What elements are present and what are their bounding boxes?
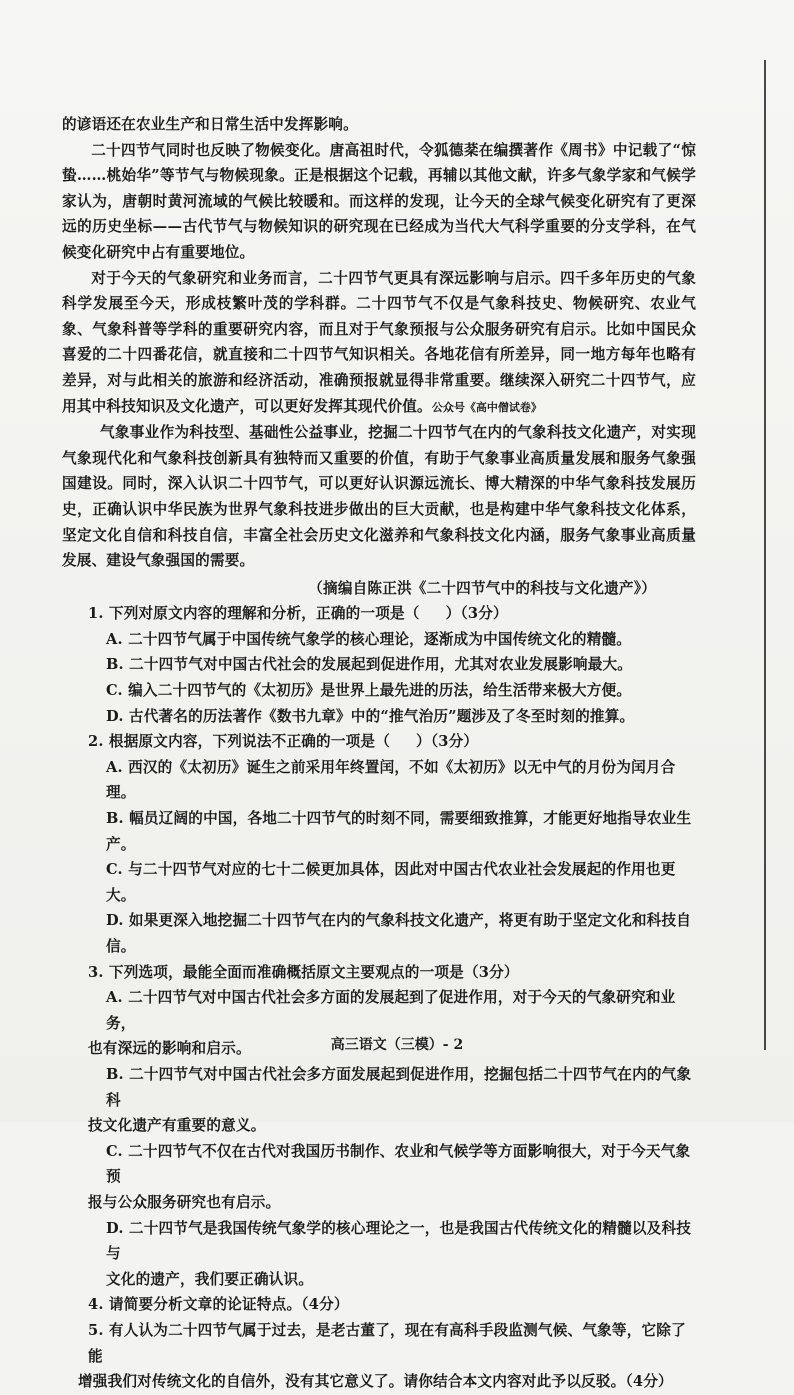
question-1-option-d: D. 古代著名的历法著作《数书九章》中的“推气治历”题涉及了冬至时刻的推算。: [106, 707, 635, 725]
passage-paragraph-2: 二十四节气同时也反映了物候变化。唐高祖时代，令狐德棻在编撰著作《周书》中记载了“惊蛰……桃始华”等节气与物候现象。正是根据这个记载，再辅以其他文献，许多气象学家和气候学家认为，唐朝时黄河流域的气候比较暖和。而这样的发现，让今天的全球气候变化研究有了更深远的历史坐标——古代节气与物候知识的研究现在已经成为当代大气科学重要的分支学科，在气候变化研究中占有重要地位。: [62, 141, 696, 261]
question-2-option-c: C. 与二十四节气对应的七十二候更加具体，因此对中国古代农业社会发展起的作用也更大。: [106, 861, 676, 904]
question-2-option-a: A. 西汉的《太初历》诞生之前采用年终置闰，不如《太初历》以无中气的月份为闰月合理。: [106, 758, 676, 802]
question-1-stem: [62, 601, 696, 627]
question-3-option-a: A. 二十四节气对中国古代社会多方面的发展起到了促进作用，对于今天的气象研究和业务，: [106, 989, 676, 1032]
question-1-option-b: B. 二十四节气对中国古代社会的发展起到促进作用，尤其对农业发展影响最大。: [106, 656, 633, 674]
question-3-option-c: C. 二十四节气不仅在古代对我国历书制作、农业和气候学等方面影响很大，对于今天气象预: [106, 1142, 691, 1186]
public-account-note: 公众号《高中僧试卷》: [431, 400, 542, 414]
passage-source: （摘编自陈正洪《二十四节气中的科技与文化遗产》）: [308, 579, 656, 597]
question-5: 5. 有人认为二十四节气属于过去，是老古董了，现在有高科手段监测气候、气象等，它除了能: [88, 1321, 686, 1365]
question-1-stem-text: 1. 下列对原文内容的理解和分析，正确的一项是（: [88, 605, 420, 623]
question-1-option-a: A. 二十四节气属于中国传统气象学的核心理论，逐渐成为中国传统文化的精髓。: [106, 630, 632, 648]
question-2-stem: [62, 729, 696, 755]
passage-paragraph-4: 气象事业作为科技型、基础性公益事业，挖掘二十四节气在内的气象科技文化遗产，对实现气象现代化和气象科技创新具有独特而又重要的价值，有助于气象事业高质量发展和服务气象强国建设。同时，深入认识二十四节气，可以更好认识源远流长、博大精深的中华气象科技发展历史，正确认识中华民族为世界气象科技进步做出的巨大贡献，也是构建中华气象科技文化体系，坚定文化自信和科技自信，丰富全社会历史文化滋养和气象科技文化内涵，服务气象事业高质量发展、建设气象强国的需要。: [62, 424, 696, 570]
question-2-option-d: D. 如果更深入地挖掘二十四节气在内的气象科技文化遗产，将更有助于坚定文化和科技自信。: [106, 912, 692, 955]
question-3-option-b: B. 二十四节气对中国古代社会多方面发展起到促进作用，挖掘包括二十四节气在内的气象科: [106, 1065, 692, 1109]
question-1-score: ）（3分）: [445, 605, 508, 623]
question-5-cont: 增强我们对传统文化的自信外，没有其它意义了。请你结合本文内容对此予以反驳。（4分）: [78, 1373, 673, 1391]
question-2-score: ）（3分）: [416, 733, 479, 751]
question-3-option-a-cont: 也有深远的影响和启示。: [88, 1040, 251, 1058]
passage-paragraph-1: 的谚语还在农业生产和日常生活中发挥影响。: [62, 116, 358, 133]
page-edge-line: [764, 60, 766, 1050]
question-3-stem: 3. 下列选项，最能全面而准确概括原文主要观点的一项是（3分）: [88, 963, 519, 981]
question-3-option-c-cont: 报与公众服务研究也有启示。: [88, 1193, 281, 1211]
question-4: 4. 请简要分析文章的论证特点。（4分）: [88, 1296, 349, 1314]
question-2-stem-text: 2. 根据原文内容，下列说法不正确的一项是（: [88, 733, 390, 751]
question-3-option-d-cont: 文化的遗产，我们要正确认识。: [106, 1270, 314, 1288]
passage-paragraph-3-text: 对于今天的气象研究和业务而言，二十四节气更具有深远影响与启示。四千多年历史的气象科学发展至今天，形成枝繁叶茂的学科群。二十四节气不仅是气象科技史、物候研究、农业气象、气象科普等学科的重要研究内容，而且对于气象预报与公众服务研究有启示。比如中国民众喜爱的二十四番花信，就直接和二十四节气知识相关。各地花信有所差异，同一地方每年也略有差异，对与此相关的旅游和经济活动，准确预报就显得非常重要。继续深入研究二十四节气，应用其中科技知识及文化遗产，可以更好发挥其现代价值。: [62, 269, 696, 415]
question-3-option-b-cont: 技文化遗产有重要的意义。: [88, 1117, 266, 1135]
passage-paragraph-3: [62, 266, 696, 421]
question-3-option-d: D. 二十四节气是我国传统气象学的核心理论之一，也是我国古代传统文化的精髓以及科技与: [106, 1219, 692, 1263]
page-footer: 高三语文（三模）- 2: [330, 1037, 464, 1053]
page-content: [62, 112, 696, 1395]
question-1-option-c: C. 编入二十四节气的《太初历》是世界上最先进的历法，给生活带来极大方便。: [106, 682, 632, 700]
question-2-option-b: B. 幅员辽阔的中国，各地二十四节气的时刻不同，需要细致推算，才能更好地指导农业生产。: [106, 810, 692, 853]
